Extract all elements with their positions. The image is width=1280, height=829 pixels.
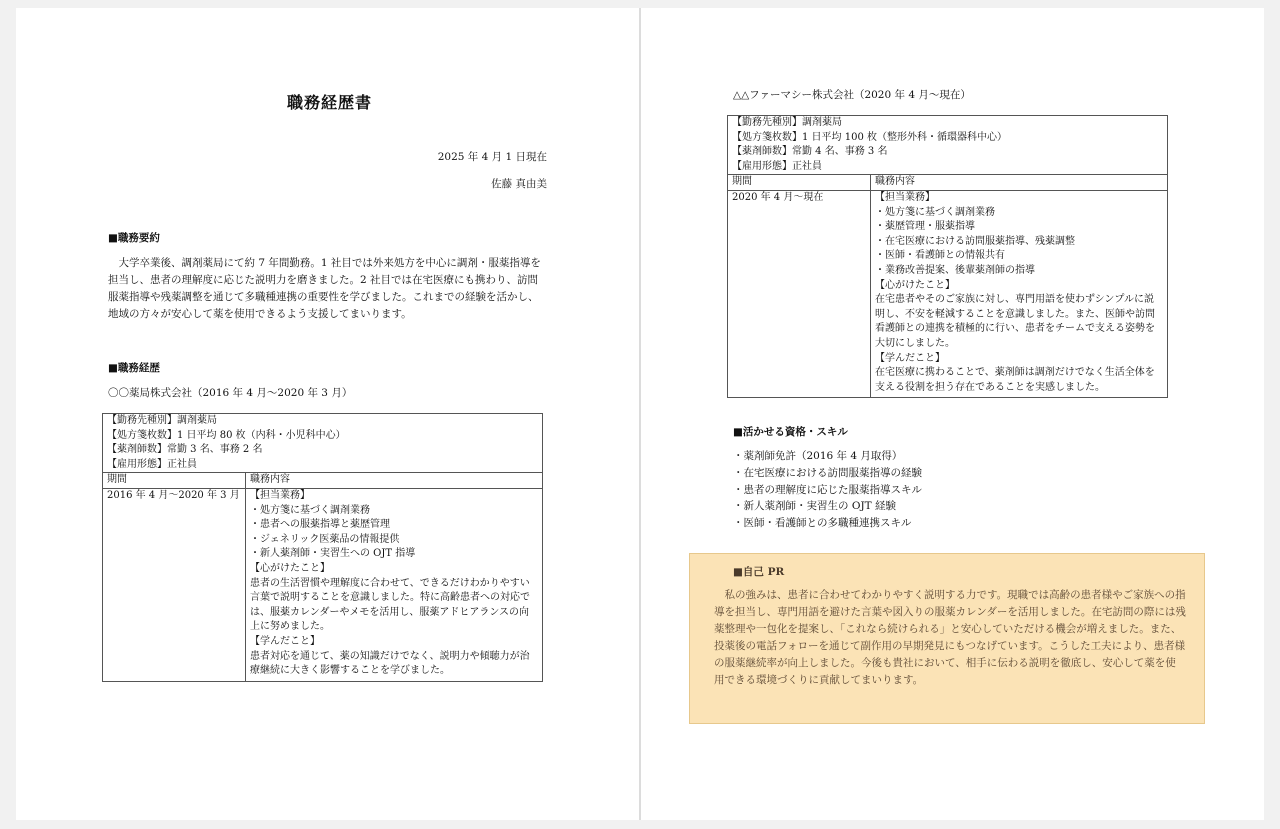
company1-info-line: 【雇用形態】正社員 bbox=[107, 458, 197, 470]
company2-info-line: 【処方箋枚数】1 日平均 100 枚（整形外科・循環器科中心） bbox=[732, 131, 1007, 143]
company1-col-period: 期間 bbox=[103, 473, 246, 489]
company2-content bbox=[871, 190, 1168, 397]
history-heading: ■職務経歴 bbox=[108, 362, 160, 374]
document-title: 職務経歴書 bbox=[287, 93, 373, 112]
company2-info-line: 【勤務先種別】調剤薬局 bbox=[732, 117, 842, 128]
skills-heading: ■活かせる資格・スキル bbox=[733, 426, 848, 438]
company2-info-row bbox=[728, 116, 1168, 175]
company1-content bbox=[246, 488, 543, 681]
company2-duty: ・薬歴管理・服薬指導 bbox=[875, 221, 975, 233]
company2-info-line: 【薬剤師数】常勤 4 名、事務 3 名 bbox=[732, 146, 888, 158]
company2-info bbox=[728, 116, 1168, 175]
document-date: 2025 年 4 月 1 日現在 bbox=[437, 151, 547, 163]
company1-detail-row bbox=[103, 488, 543, 681]
summary-heading: ■職務要約 bbox=[108, 232, 160, 244]
company2-header-row bbox=[728, 175, 1168, 191]
page-right bbox=[641, 8, 1264, 820]
company2-period: 2020 年 4 月～現在 bbox=[728, 190, 871, 397]
company2-duty: ・処方箋に基づく調剤業務 bbox=[875, 206, 995, 218]
company1-header-row bbox=[103, 473, 543, 489]
skills-list bbox=[733, 448, 922, 532]
company1-duty: ・患者への服薬指導と薬歴管理 bbox=[250, 519, 390, 531]
skill-item: ・薬剤師免許（2016 年 4 月取得） bbox=[733, 450, 903, 462]
company1-name: 〇〇薬局株式会社（2016 年 4 月～2020 年 3 月） bbox=[108, 387, 353, 399]
company2-duty: ・在宅医療における訪問服薬指導、残薬調整 bbox=[875, 235, 1075, 247]
self-pr-box bbox=[689, 553, 1205, 724]
company2-info-line: 【雇用形態】正社員 bbox=[732, 160, 822, 172]
company2-col-period: 期間 bbox=[728, 175, 871, 191]
company2-mindful-heading: 【心がけたこと】 bbox=[875, 279, 955, 291]
company2-detail-row bbox=[728, 190, 1168, 397]
company1-table bbox=[102, 413, 543, 682]
self-pr-heading: ■自己 PR bbox=[733, 566, 785, 578]
company1-duty: ・ジェネリック医薬品の情報提供 bbox=[250, 533, 400, 545]
company1-info bbox=[103, 414, 543, 473]
self-pr-text: 私の強みは、患者に合わせてわかりやすく説明する力です。現職では高齢の患者様やご家族への指導を担当し、専門用語を避けた言葉や図入りの服薬カレンダーを活用しました。在宅訪問の際には残薬整理や一包化を提案し、「これなら続けられる」と安心していただける機会が増えました。また、投薬後の電話フォローを通じて副作用の早期発見にもつなげています。こうした工夫により、患者様の服薬継続率が向上しました。今後も貴社において、相手に伝わる説明を徹底し、安心して薬を使用できる環境づくりに貢献してまいります。 bbox=[714, 589, 1186, 686]
company1-duty: ・新人薬剤師・実習生への OJT 指導 bbox=[250, 548, 416, 560]
summary-text: 大学卒業後、調剤薬局にて約 7 年間勤務。1 社目では外来処方を中心に調剤・服薬指導を担当し、患者の理解度に応じた説明力を磨きました。2 社目では在宅医療にも携わり、訪問服薬指導や残薬調整を通じて多職種連携の重要性を学びました。これまでの経験を活かし、地域の方々が安心して薬を使用できるよう支援してまいります。 bbox=[108, 257, 541, 320]
company1-info-line: 【処方箋枚数】1 日平均 80 枚（内科・小児科中心） bbox=[107, 429, 346, 441]
company1-info-line: 【薬剤師数】常勤 3 名、事務 2 名 bbox=[107, 444, 263, 456]
skill-item: ・在宅医療における訪問服薬指導の経験 bbox=[733, 466, 922, 479]
company2-name: △△ファーマシー株式会社（2020 年 4 月～現在） bbox=[733, 89, 971, 101]
page-left bbox=[16, 8, 639, 820]
skill-item: ・医師・看護師との多職種連携スキル bbox=[733, 517, 912, 530]
company2-duty: ・医師・看護師との情報共有 bbox=[875, 250, 1005, 262]
company2-learned-heading: 【学んだこと】 bbox=[875, 352, 945, 364]
company1-info-line: 【勤務先種別】調剤薬局 bbox=[107, 415, 217, 426]
company1-mindful-text: 患者の生活習慣や理解度に合わせて、できるだけわかりやすい言葉で説明することを意識しました。特に高齢患者への対応では、服薬カレンダーやメモを活用し、服薬アドヒアランスの向上に努めました。 bbox=[250, 577, 530, 633]
applicant-name: 佐藤 真由美 bbox=[491, 178, 547, 190]
skill-item: ・患者の理解度に応じた服薬指導スキル bbox=[733, 483, 922, 496]
company1-learned-text: 患者対応を通じて、薬の知識だけでなく、説明力や傾聴力が治療継続に大きく影響することを学びました。 bbox=[250, 650, 530, 677]
company1-mindful-heading: 【心がけたこと】 bbox=[250, 562, 330, 574]
company2-col-content: 職務内容 bbox=[871, 175, 1168, 191]
company2-learned-text: 在宅医療に携わることで、薬剤師は調剤だけでなく生活全体を支える役割を担う存在であることを実感しました。 bbox=[875, 367, 1155, 393]
company1-col-content: 職務内容 bbox=[246, 473, 543, 489]
company1-learned-heading: 【学んだこと】 bbox=[250, 635, 320, 647]
company2-table bbox=[727, 115, 1168, 398]
company1-duty: ・処方箋に基づく調剤業務 bbox=[250, 504, 370, 516]
company2-duty: ・業務改善提案、後輩薬剤師の指導 bbox=[875, 264, 1035, 276]
company1-duties-heading: 【担当業務】 bbox=[250, 489, 310, 501]
company2-duties-heading: 【担当業務】 bbox=[875, 191, 935, 203]
company2-mindful-text: 在宅患者やそのご家族に対し、専門用語を使わずシンプルに説明し、不安を軽減することを意識しました。また、医師や訪問看護師との連携を積極的に行い、患者をチームで支える姿勢を大切にしました。 bbox=[875, 294, 1155, 349]
company1-period: 2016 年 4 月～2020 年 3 月 bbox=[103, 488, 246, 681]
company1-info-row bbox=[103, 414, 543, 473]
skill-item: ・新人薬剤師・実習生の OJT 経験 bbox=[733, 500, 896, 513]
